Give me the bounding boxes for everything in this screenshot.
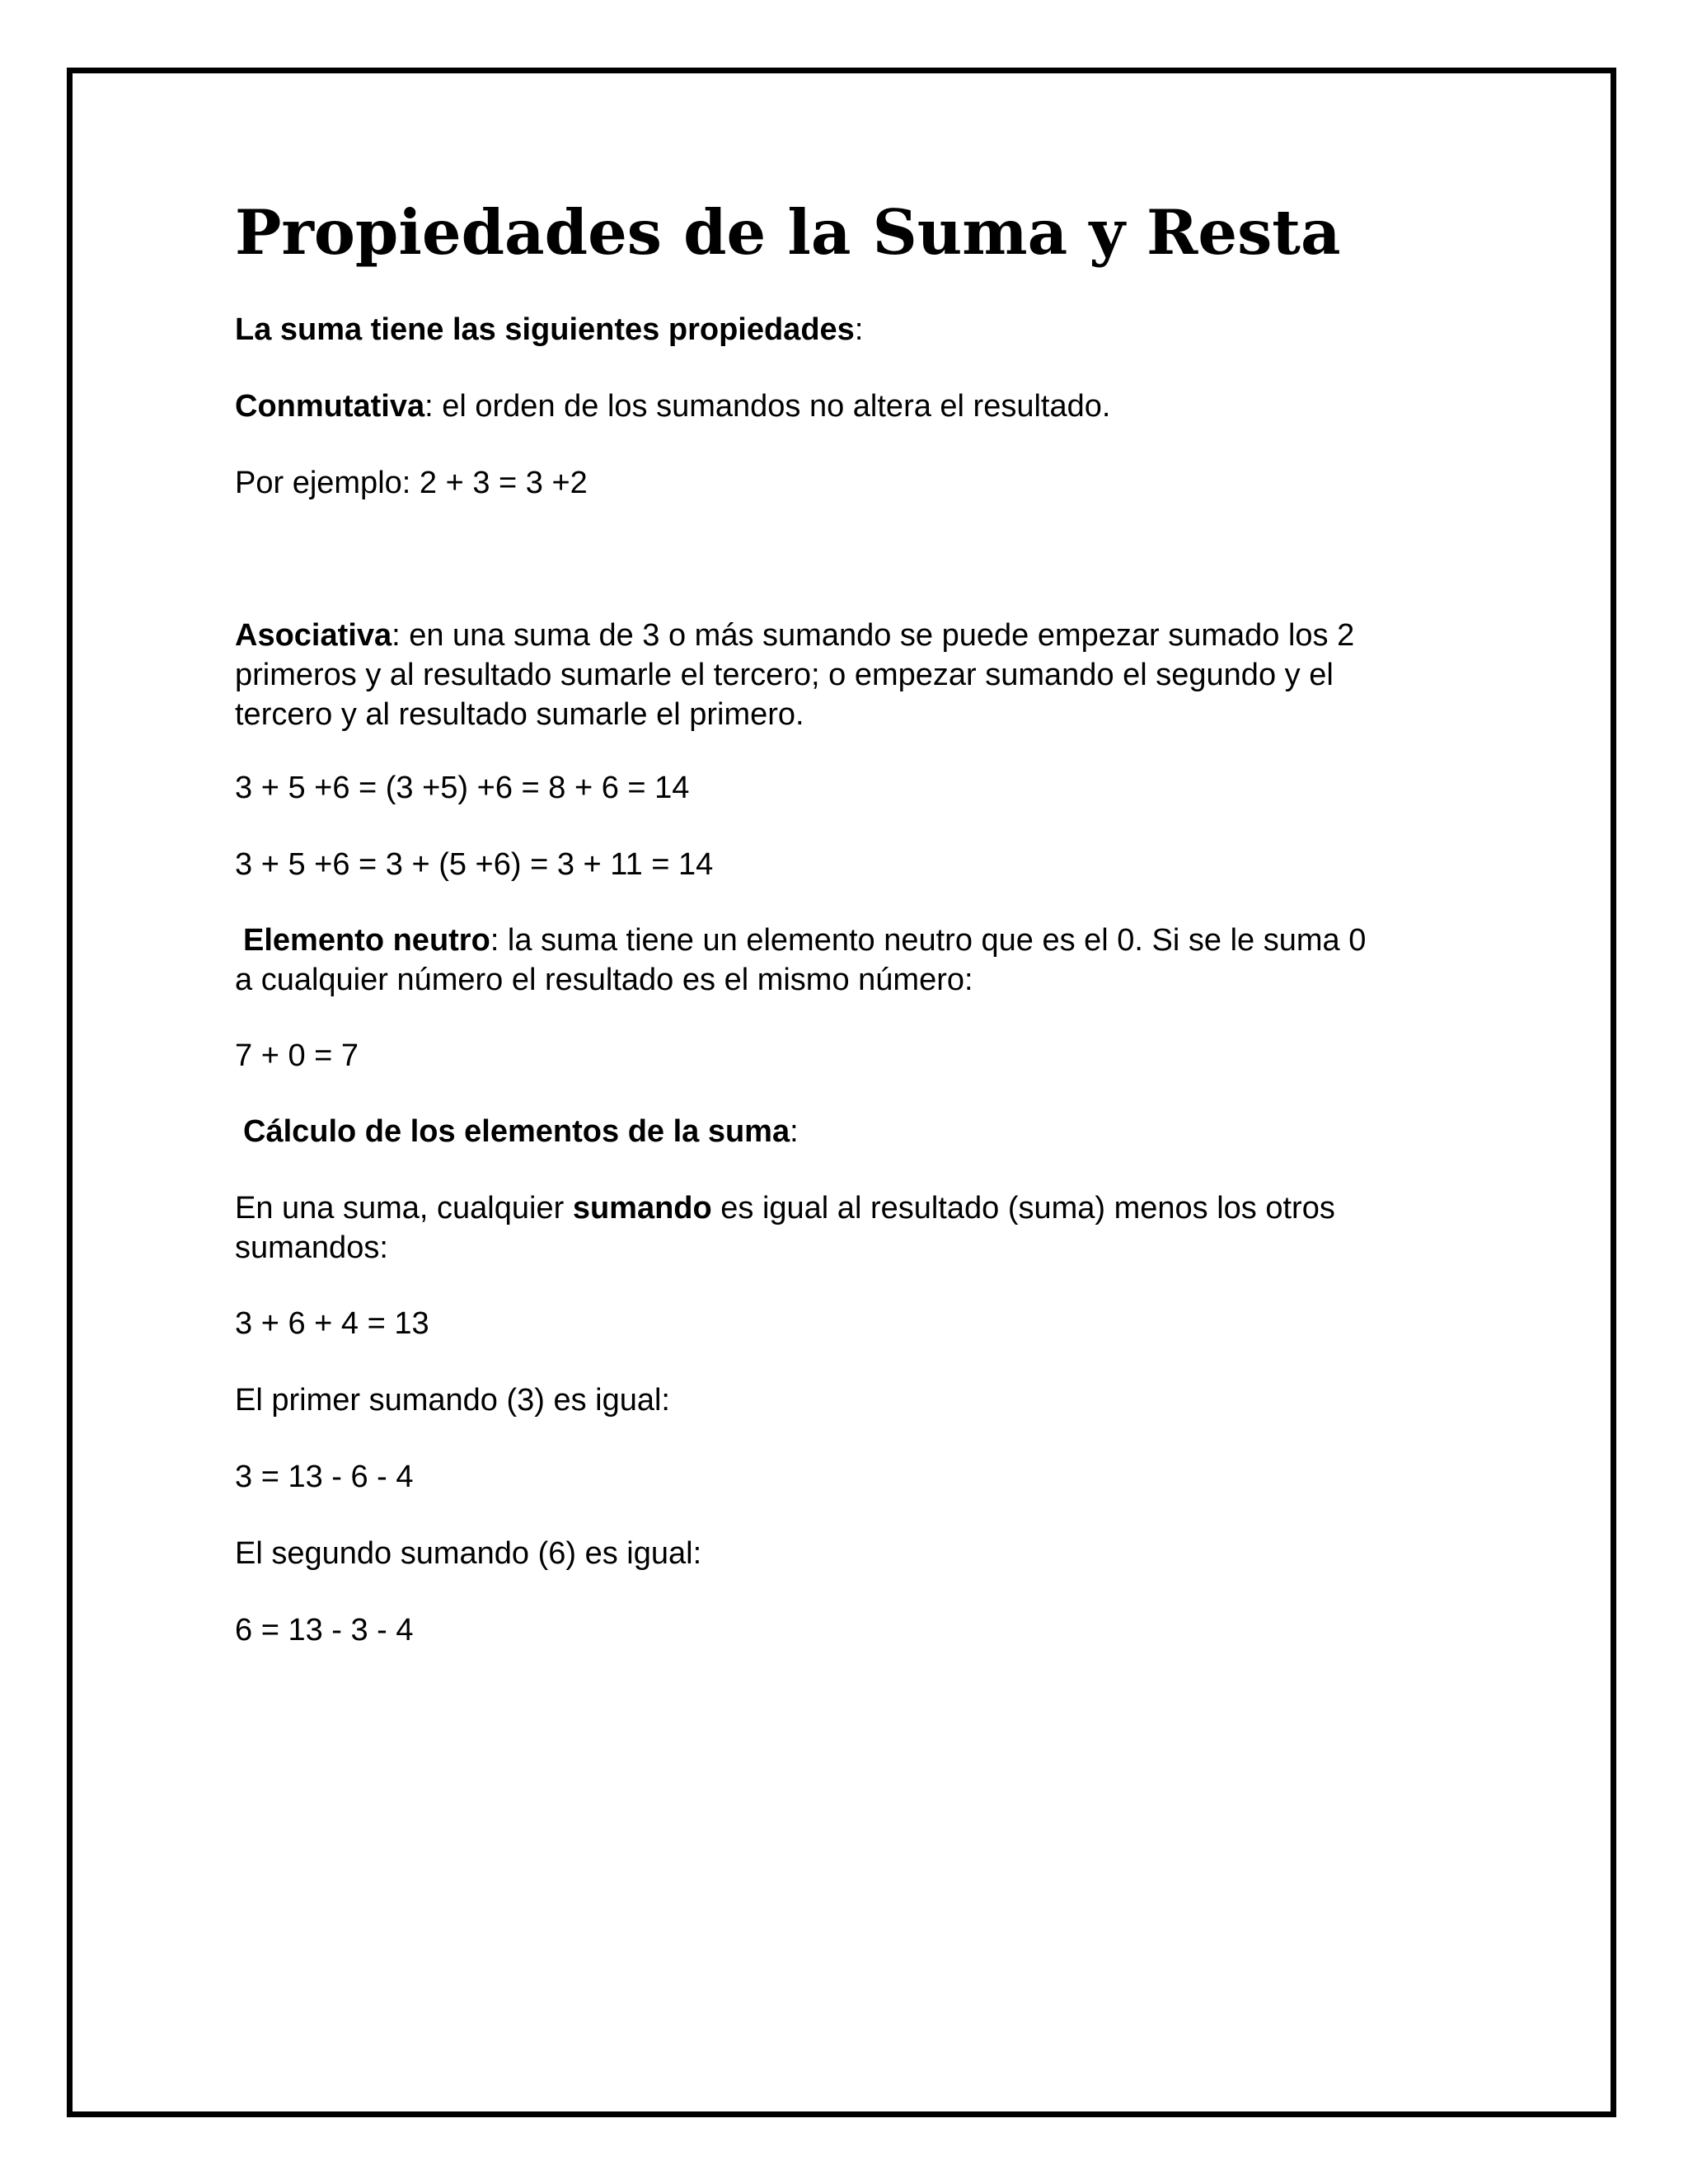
page-border [67, 68, 1616, 2117]
conmutativa-example: Por ejemplo: 2 + 3 = 3 +2 [235, 466, 588, 500]
sumando-rule-line-2: sumandos: [235, 1230, 388, 1265]
sumando-rule-paragraph [235, 1188, 1455, 1268]
asociativa-line-1 [235, 616, 1455, 655]
sumando-rule-line-1 [235, 1188, 1455, 1228]
sumando-rule-term: sumando [572, 1191, 712, 1226]
conmutativa-definition: : el orden de los sumandos no altera el resultado. [424, 389, 1111, 424]
first-sumando-equation: 3 = 13 - 6 - 4 [235, 1460, 414, 1494]
intro-bold: La suma tiene las siguientes propiedades [235, 312, 855, 347]
sum-example: 3 + 6 + 4 = 13 [235, 1306, 429, 1341]
page-title: Propiedades de la Suma y Resta [235, 196, 1341, 269]
intro-rest: : [854, 312, 864, 347]
second-sumando-label: El segundo sumando (6) es igual: [235, 1536, 702, 1571]
neutro-line-1 [235, 921, 1455, 960]
calculo-rest: : [790, 1114, 799, 1149]
asociativa-paragraph [235, 616, 1455, 734]
conmutativa-paragraph [235, 387, 1110, 426]
neutro-example: 7 + 0 = 7 [235, 1038, 359, 1073]
asociativa-example-2: 3 + 5 +6 = 3 + (5 +6) = 3 + 11 = 14 [235, 847, 714, 882]
neutro-line-2: a cualquier número el resultado es el mismo número: [235, 963, 973, 997]
intro-paragraph [235, 310, 863, 349]
calculo-term: Cálculo de los elementos de la suma [243, 1114, 790, 1149]
second-sumando-equation: 6 = 13 - 3 - 4 [235, 1613, 414, 1647]
neutro-definition: : la suma tiene un elemento neutro que es el 0. Si se le suma 0 [490, 923, 1367, 958]
asociativa-example-1: 3 + 5 +6 = (3 +5) +6 = 8 + 6 = 14 [235, 771, 690, 805]
conmutativa-term: Conmutativa [235, 389, 425, 424]
asociativa-line-2: primeros y al resultado sumarle el tercero; o empezar sumando el segundo y el [235, 658, 1334, 692]
sumando-rule-pre: En una suma, cualquier [235, 1191, 573, 1226]
first-sumando-label: El primer sumando (3) es igual: [235, 1383, 670, 1418]
asociativa-term: Asociativa [235, 618, 392, 653]
neutro-paragraph [235, 921, 1455, 1000]
asociativa-line-3: tercero y al resultado sumarle el primero. [235, 697, 804, 732]
neutro-term: Elemento neutro [243, 923, 490, 958]
calculo-heading [235, 1112, 799, 1151]
sumando-rule-post: es igual al resultado (suma) menos los otros [711, 1191, 1335, 1226]
asociativa-definition: : en una suma de 3 o más sumando se puede empezar sumado los 2 [392, 618, 1355, 653]
